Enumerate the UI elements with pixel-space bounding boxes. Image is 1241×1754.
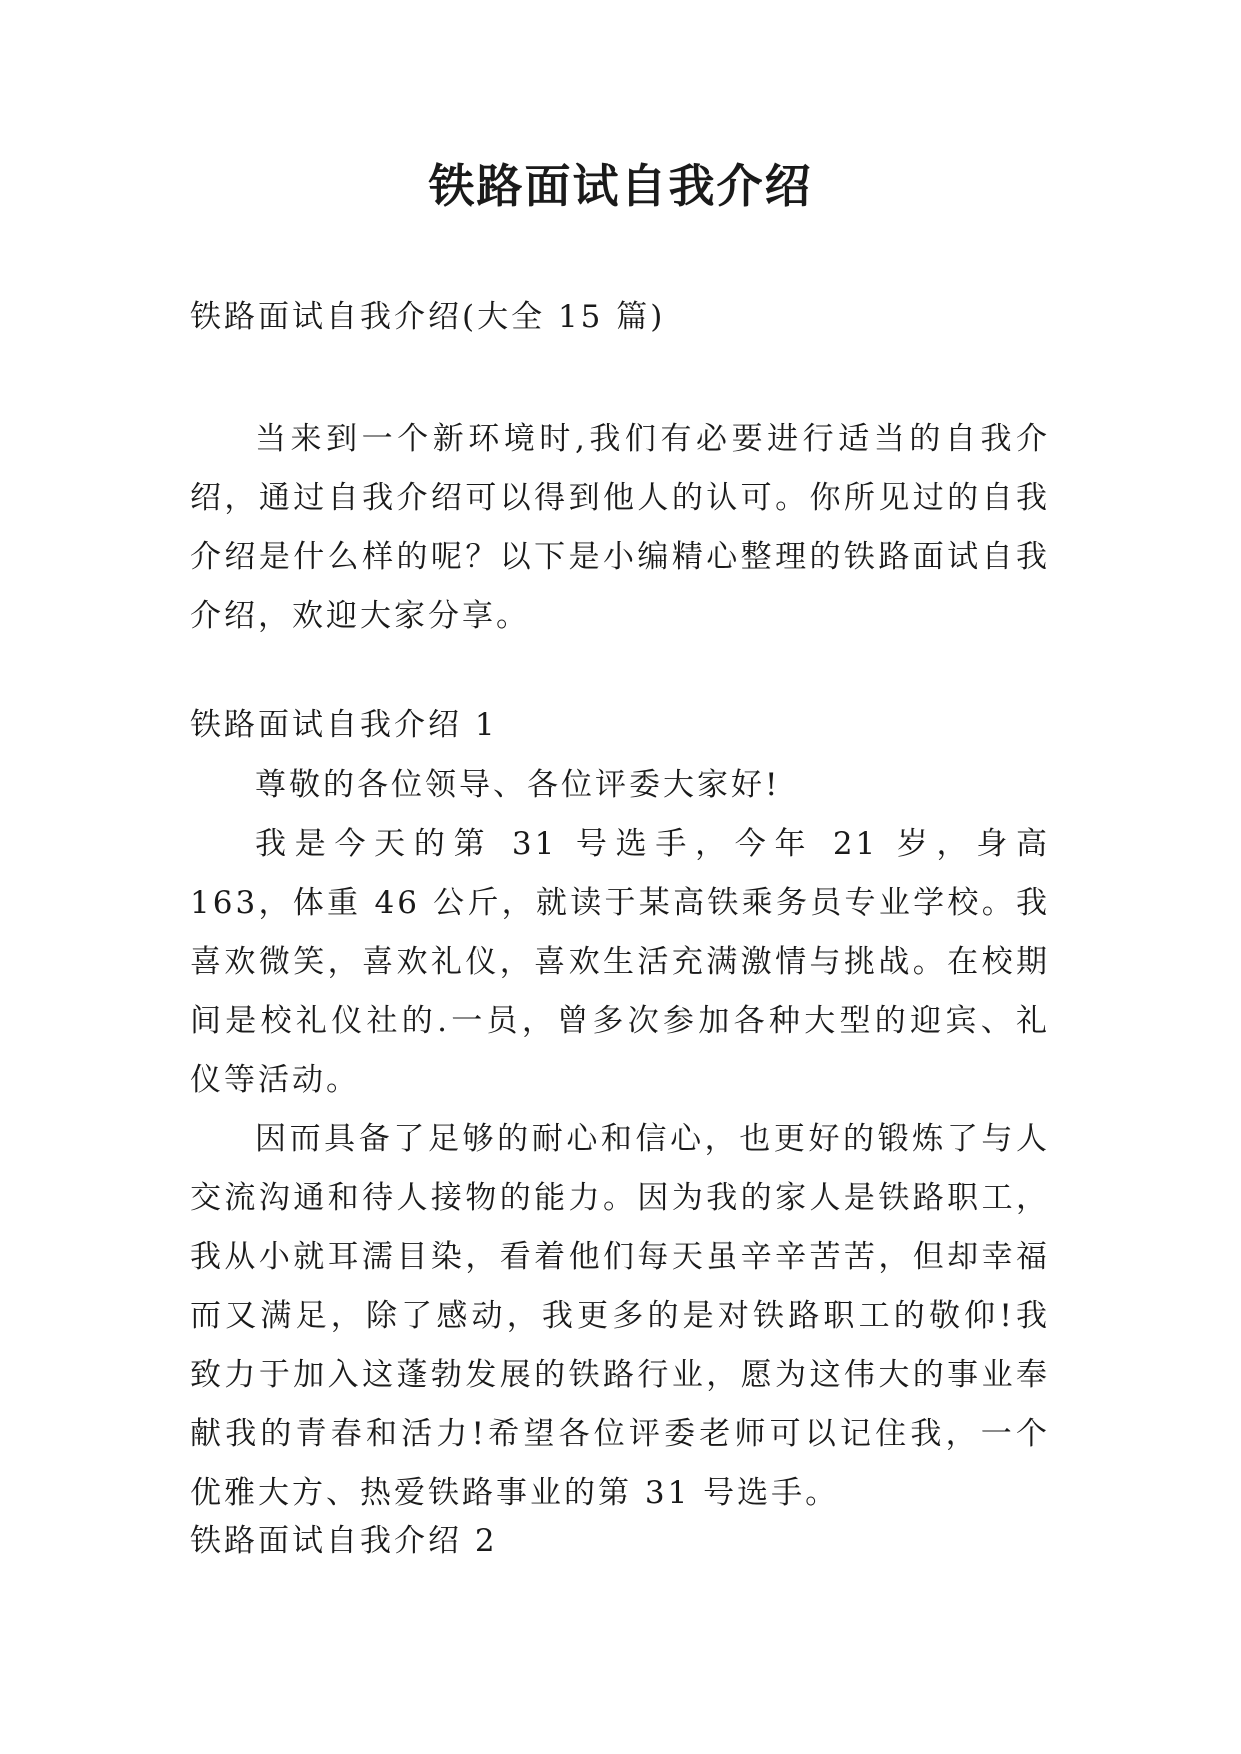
section-2-heading: 铁路面试自我介绍 2 bbox=[190, 1523, 498, 1559]
intro-paragraph: 当来到一个新环境时,我们有必要进行适当的自我介绍，通过自我介绍可以得到他人的认可。你所见过的自我介绍是什么样的呢？以下是小编精心整理的铁路面试自我介绍，欢迎大家分享。 bbox=[190, 421, 1050, 634]
section-1-heading: 铁路面试自我介绍 1 bbox=[190, 707, 498, 743]
page-title: 铁路面试自我介绍 bbox=[428, 159, 813, 213]
section-1-paragraph-1: 尊敬的各位领导、各位评委大家好! bbox=[255, 767, 781, 803]
section-1-paragraph-3: 因而具备了足够的耐心和信心，也更好的锻炼了与人交流沟通和待人接物的能力。因为我的家人是铁路职工，我从小就耳濡目染，看着他们每天虽辛辛苦苦，但却幸福而又满足，除了感动，我更多的是对铁路职工的敬仰!我致力于加入这蓬勃发展的铁路行业，愿为这伟大的事业奉献我的青春和活力!希望各位评委老师可以记住我，一个优雅大方、热爱铁路事业的第 31 号选手。 bbox=[190, 1121, 1050, 1511]
document-subtitle: 铁路面试自我介绍(大全 15 篇) bbox=[190, 299, 666, 335]
section-1-body bbox=[190, 756, 1050, 1523]
section-1-paragraph-2: 我是今天的第 31 号选手，今年 21 岁，身高 163，体重 46 公斤，就读于某高铁乘务员专业学校。我喜欢微笑，喜欢礼仪，喜欢生活充满激情与挑战。在校期间是校礼仪社的.一员，曾多次参加各种大型的迎宾、礼仪等活动。 bbox=[190, 826, 1050, 1098]
